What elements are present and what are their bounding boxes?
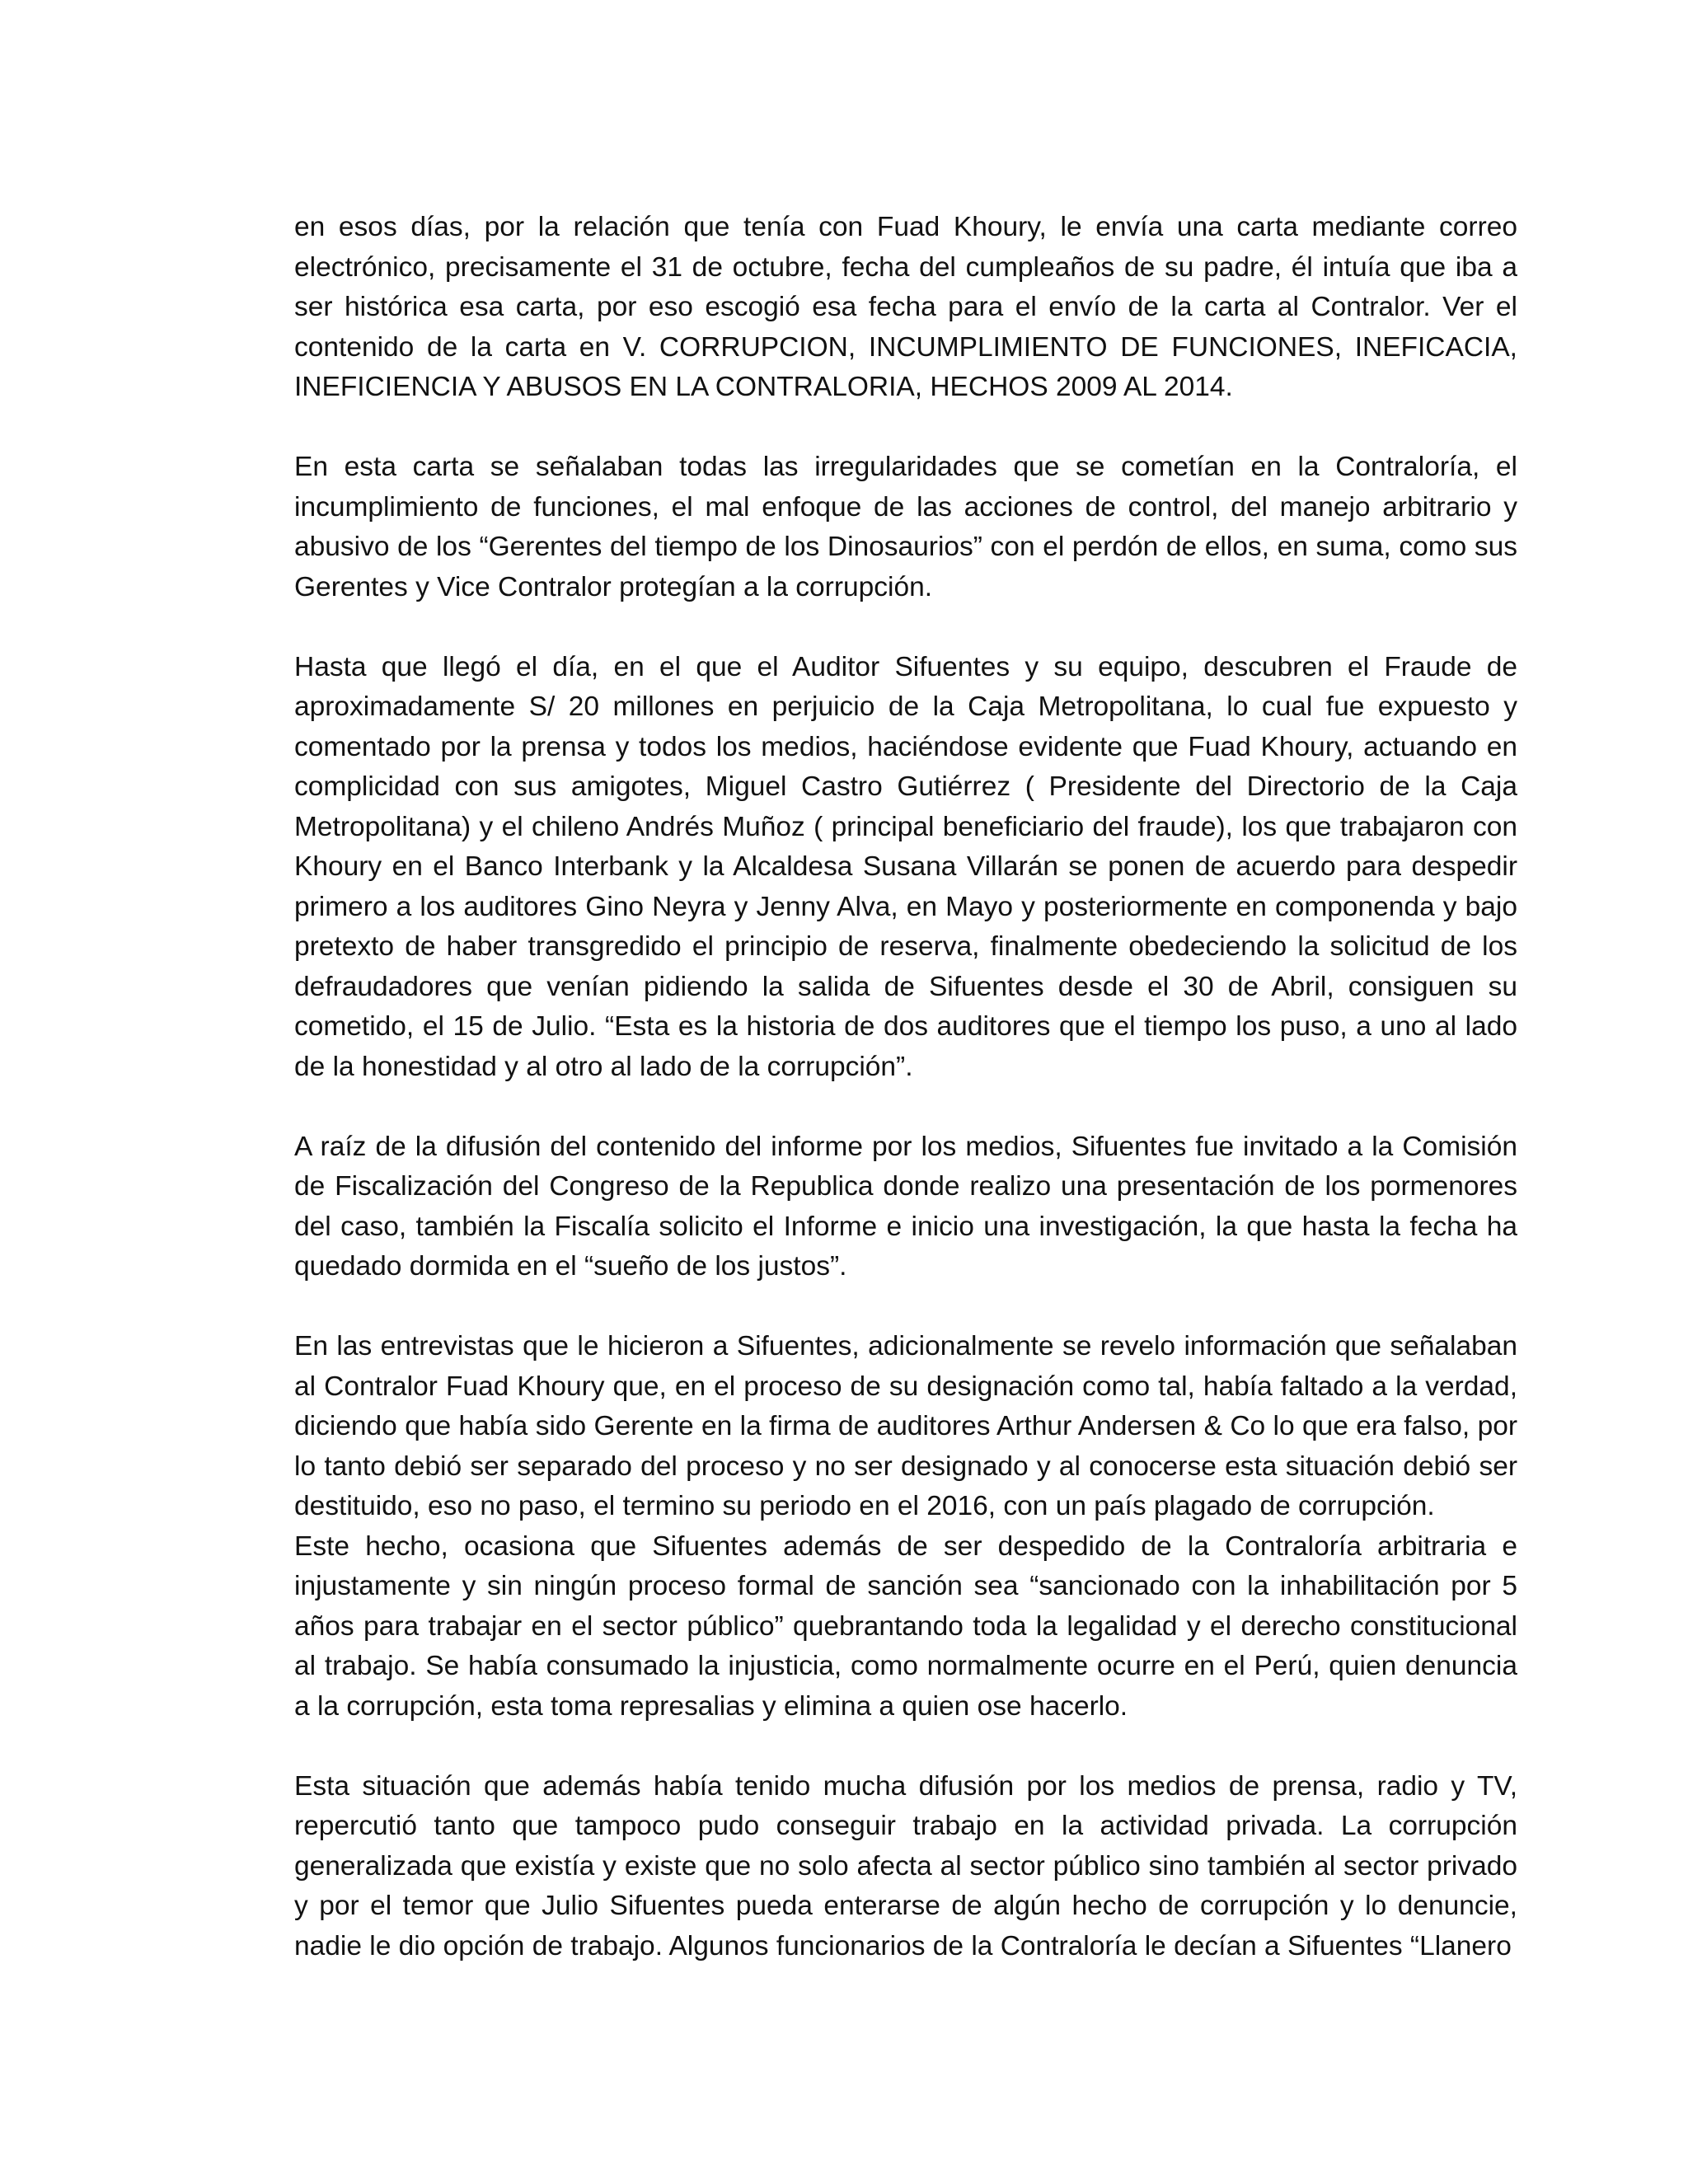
paragraph: En esta carta se señalaban todas las irregularidades que se cometían en la Contraloría, el incumplimiento de funciones, el mal enfoque de las acciones de control, del manejo arbitrario y abusivo de los “Gerentes del tiempo de los Dinosaurios” con el perdón de ellos, en suma, como sus Gerentes y Vice Contralor protegían a la corrupción. bbox=[294, 452, 1517, 602]
paragraph: Este hecho, ocasiona que Sifuentes además de ser despedido de la Contraloría arbitraria e injustamente y sin ningún proceso formal de sanción sea “sancionado con la inhabilitación por 5 años para trabajar en el sector público” quebrantando toda la legalidad y el derecho constitucional al trabajo. Se había consumado la injusticia, como normalmente ocurre en el Perú, quien denuncia a la corrupción, esta toma represalias y elimina a quien ose hacerlo. bbox=[294, 1530, 1517, 1722]
paragraph: Esta situación que además había tenido mucha difusión por los medios de prensa, radio y TV, repercutió tanto que tampoco pudo conseguir trabajo en la actividad privada. La corrupción generalizada que existía y existe que no solo afecta al sector público sino también al sector privado y por el temor que Julio Sifuentes pueda enterarse de algún hecho de corrupción y lo denuncie, nadie le dio opción de trabajo. Algunos funcionarios de la Contraloría le decían a Sifuentes “Llanero bbox=[294, 1770, 1517, 1961]
paragraph: en esos días, por la relación que tenía con Fuad Khoury, le envía una carta mediante correo electrónico, precisamente el 31 de octubre, fecha del cumpleaños de su padre, él intuía que iba a ser histórica esa carta, por eso escogió esa fecha para el envío de la carta al Contralor. Ver el contenido de la carta en V. CORRUPCION, INCUMPLIMIENTO DE FUNCIONES, INEFICACIA, INEFICIENCIA Y ABUSOS EN LA CONTRALORIA, HECHOS 2009 AL 2014. bbox=[294, 212, 1517, 402]
paragraph: Hasta que llegó el día, en el que el Auditor Sifuentes y su equipo, descubren el Fraude de aproximadamente S/ 20 millones en perjuicio de la Caja Metropolitana, lo cual fue expuesto y comentado por la prensa y todos los medios, haciéndose evidente que Fuad Khoury, actuando en complicidad con sus amigotes, Miguel Castro Gutiérrez ( Presidente del Directorio de la Caja Metropolitana) y el chileno Andrés Muñoz ( principal beneficiario del fraude), los que trabajaron con Khoury en el Banco Interbank y la Alcaldesa Susana Villarán se ponen de acuerdo para despedir primero a los auditores Gino Neyra y Jenny Alva, en Mayo y posteriormente en componenda y bajo pretexto de haber transgredido el principio de reserva, finalmente obedeciendo la solicitud de los defraudadores que venían pidiendo la salida de Sifuentes desde el 30 de Abril, consiguen su cometido, el 15 de Julio. “Esta es la historia de dos auditores que el tiempo los puso, a uno al lado de la honestidad y al otro al lado de la corrupción”. bbox=[294, 651, 1517, 1082]
document-body bbox=[294, 208, 1517, 2007]
paragraph: A raíz de la difusión del contenido del informe por los medios, Sifuentes fue invitado a la Comisión de Fiscalización del Congreso de la Republica donde realizo una presentación de los pormenores del caso, también la Fiscalía solicito el Informe e inicio una investigación, la que hasta la fecha ha quedado dormida en el “sueño de los justos”. bbox=[294, 1131, 1517, 1282]
paragraph: En las entrevistas que le hicieron a Sifuentes, adicionalmente se revelo información que señalaban al Contralor Fuad Khoury que, en el proceso de su designación como tal, había faltado a la verdad, diciendo que había sido Gerente en la firma de auditores Arthur Andersen & Co lo que era falso, por lo tanto debió ser separado del proceso y no ser designado y al conocerse esta situación debió ser destituido, eso no paso, el termino su periodo en el 2016, con un país plagado de corrupción. bbox=[294, 1331, 1517, 1521]
